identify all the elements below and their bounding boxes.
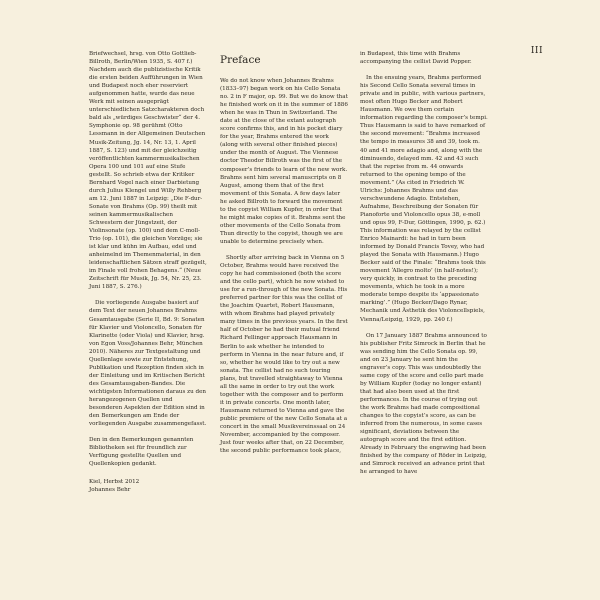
body-paragraph: Shortly after arriving back in Vienna on 5 October, Brahms would have received the copy he had commissioned (both the score and the cello part), which he now wished to use for a run-through of the new Sonata. His preferred partner for this was the cellist of the Joachim Quartet, Robert Hausmann, with whom Brahms had played privately many times in the previous years. In the first half of October he had their mutual friend Richard Fellinger approach Hausmann in Berlin to ask whether he intended to perform in Vienna in the near future and, if so, whether he would like to try out a new sonata. The cellist had no such touring plans, but travelled straightaway to Vienna all the same in order to try out the work together with the composer and to perform it in private concerts. One month later, Hausmann returned to Vienna and gave the public premiere of the new Cello Sonata at a concert in the small Musikvereinssaal on 24 November, accompanied by the composer. Just four weeks after that, on 22 December, the second public performance took place,	[220, 254, 348, 455]
signature-place-date: Kiel, Herbst 2012	[89, 479, 140, 486]
signature-block	[89, 478, 207, 494]
body-paragraph: In the ensuing years, Brahms performed his Second Cello Sonata several times in private and in public, with various partners, most often Hugo Becker and Robert Hausmann. We owe them certain information regarding the composer’s tempi. Thus Hausmann is said to have remarked of the second movement: “Brahms increased the tempo in measures 38 and 39, took m. 40 and 41 more adagio and, along with the diminuendo, delayed mm. 42 and 43 such that the reprise from m. 44 onwards returned to the opening tempo of the movement.” (As cited in Friedrich W. Ulrichs: Johannes Brahms und das verschwundene Adagio. Entstehen, Aufnahme, Beschreibung der Sonaten für Pianoforte und Violoncello opus 38, e-moll und opus 99, F-Dur, Göttingen, 1990, p. 62.) This information was relayed by the cellist Enrico Mainardi: he had in turn been informed by Donald Francis Tovey, who had played the Sonata with Hausmann.) Hugo Becker said of the Finale: “Brahms took this movement ‘Allegro molto’ (in half-notes!); very quickly, in contrast to the preceding movements, which he took in a more moderate tempo despite its ‘appassionato marking’.” (Hugo Becker/Dago Rynar, Mechanik und Ästhetik des Violoncellspiels, Vienna/Leipzig, 1929, pp. 240 f.)	[360, 75, 488, 323]
body-paragraph: Briefwechsel, hrsg. von Otto Gottlieb-Billroth, Berlin/Wien 1935, S. 407 f.) Nachdem auch die publizistische Kritik die ersten beiden Aufführungen in Wien und Budapest noch eher reserviert aufgenommen hatte, wurde das neue Werk mit seinen ausgeprägt unterschiedlichen Satzcharakteren doch bald als „würdiges Geschwister“ der 4. Symphonie op. 98 gerühmt (Otto Lessmann in der Allgemeinen Deutschen Musik-Zeitung, Jg. 14, Nr. 13, 1. April 1887, S. 123) und mit der gleichzeitig veröffentlichten kammermusikalischen Opera 100 und 101 auf eine Stufe gestellt. So schrieb etwa der Kritiker Bernhard Vogel nach einer Darbietung durch Julius Klengel und Willy Rehberg am 12. Juni 1887 in Leipzig: „Die F-dur-Sonate von Brahms (Op. 99) theilt mit seinen kammermusikalischen Schwestern der Jüngstzeit, der Violinsonate (op. 100) und dem C-moll-Trio (op. 101), die gleichen Vorzüge; sie ist klar und kühn im Aufbau, edel und anheimelnd im Themenmaterial, in den leidenschaftlichen Sätzen straff gezügelt, im Finale voll frohen Behagens.“ (Neue Zeitschrift für Musik, Jg. 54, Nr. 25, 23. Juni 1887, S. 276.)	[89, 51, 207, 291]
preface-heading: Preface	[220, 54, 261, 66]
body-paragraph: Die vorliegende Ausgabe basiert auf dem Text der neuen Johannes Brahms Gesamtausgabe (Serie II, Bd. 9: Sonaten für Klavier und Violoncello, Sonaten für Klarinette (oder Viola) und Klavier, hrsg. von Egon Voss/Johannes Behr, München 2010). Näheres zur Textgestaltung und Quellenlage sowie zur Entstehung, Publikation und Rezeption finden sich in der Einleitung und im Kritischen Bericht des Gesamtausgaben-Bandes. Die wichtigsten Informationen daraus zu den herangezogenen Quellen und besonderen Aspekten der Edition sind in den Bemerkungen am Ende der vorliegenden Ausgabe zusammengefasst.	[89, 300, 207, 428]
english-preface-column	[220, 53, 348, 463]
body-paragraph: in Budapest, this time with Brahms accompanying the cellist David Popper.	[360, 51, 472, 66]
body-paragraph: Den in den Bemerkungen genannten Bibliotheken sei für freundlich zur Verfügung gestellte Quellen und Quellenkopien gedankt.	[89, 437, 194, 468]
page-number: III	[530, 46, 543, 56]
signature-author: Johannes Behr	[89, 487, 131, 494]
english-continued-column	[360, 50, 488, 484]
german-text-column	[89, 50, 207, 494]
body-paragraph: On 17 January 1887 Brahms announced to his publisher Fritz Simrock in Berlin that he was sending him the Cello Sonata op. 99, and on 23 January he sent him the engraver’s copy. This was undoubtedly the same copy of the score and cello part made by William Kupfer (today no longer extant) that had also been used at the first performances. In the course of trying out the work Brahms had made compositional changes to the copyist’s score, as can be inferred from the numerous, in some cases significant, deviations between the autograph score and the first edition. Already in February the engraving had been finished by the company of Röder in Leipzig, and Simrock received an advance print that he arranged to have	[360, 332, 487, 476]
body-paragraph: We do not know when Johannes Brahms (1833–97) began work on his Cello Sonata no. 2 in F major, op. 99. But we do know that he finished work on it in the summer of 1886 when he was in Thun in Switzerland. The date at the close of the extant autograph score confirms this, and in his pocket diary for the year, Brahms entered the work (along with several other finished pieces) under the month of August. The Viennese doctor Theodor Billroth was the first of the composer’s friends to learn of the new work. Brahms sent him several manuscripts on 8 August, among them that of the first movement of this Sonata. A few days later he asked Billroth to forward the movement to the copyist William Kupfer, in order that he might make copies of it. Brahms sent the other movements of the Cello Sonata from Thun directly to the copyist, though we are unable to determine precisely when.	[220, 78, 348, 245]
